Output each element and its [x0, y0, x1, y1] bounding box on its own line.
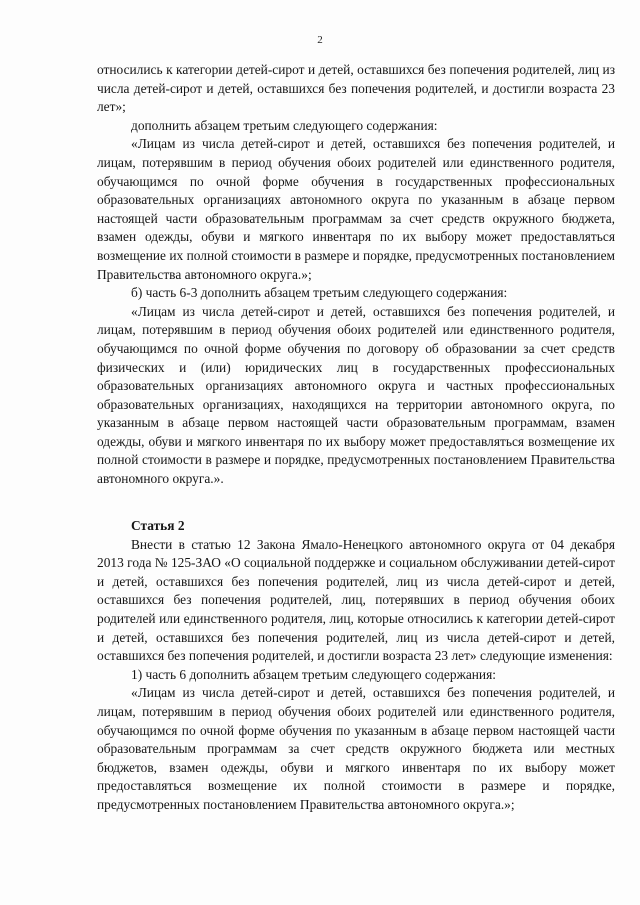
paragraph-part-6-3-quote: «Лицам из числа детей-сирот и детей, оставшихся без попечения родителей, и лицам, потерявшим в период обучения обоих родителей или единственного родителя, обучающимся по очной форме обучения по договору об образовании за счет средств физических и (или) юридических лиц в государственных профессиональных образовательных организациях автономного округа и частных профессиональных образовательных организациях, находящихся на территории автономного округа, по указанным в абзаце первом настоящей части образовательным программам, взамен одежды, обуви и мягкого инвентаря по их выбору может предоставляться возмещение их полной стоимости в размере и порядке, предусмотренных постановлением Правительства автономного округа.». — [97, 303, 615, 487]
paragraph-part-6-quote: «Лицам из числа детей-сирот и детей, оставшихся без попечения родителей, и лицам, потерявшим в период обучения обоих родителей или единственного родителя, обучающимся по очной форме обучения по указанным в абзаце первом настоящей части образовательным программам за счет средств окружного бюджета или местных бюджетов, взамен одежды, обуви и мягкого инвентаря по их выбору может предоставляться возмещение их полной стоимости в размере и порядке, предусмотренных постановлением Правительства автономного округа.»; — [97, 685, 615, 812]
page-number: 2 — [317, 34, 323, 46]
article-heading: Статья 2 — [131, 518, 185, 533]
paragraph-amendment-intro: дополнить абзацем третьим следующего содержания: — [131, 117, 438, 133]
paragraph-article-2-body: Внести в статью 12 Закона Ямало-Ненецкого автономного округа от 04 декабря 2013 года № 125-ЗАО «О социальной поддержке и социальном обслуживании детей-сирот и детей, оставшихся без попечения родителей, лиц из числа детей-сирот и детей, оставшихся без попечения родителей, лиц, потерявших в период обучения обоих родителей или единственного родителя, лиц, которые относились к категории детей-сирот и детей, оставшихся без попечения родителей, лиц из числа детей-сирот и детей, оставшихся без попечения родителей, и достигли возраста 23 лет» следующие изменения: — [97, 536, 615, 664]
paragraph-part-6-3-intro: б) часть 6-3 дополнить абзацем третьим следующего содержания: — [131, 285, 508, 301]
section-continuation — [97, 61, 615, 489]
paragraph-continuation: относились к категории детей-сирот и детей, оставшихся без попечения родителей, лиц из числа детей-сирот и детей, оставшихся без попечения родителей, и достигли возраста 23 лет»; — [97, 62, 615, 115]
paragraph-part-6-intro: 1) часть 6 дополнить абзацем третьим следующего содержания: — [131, 666, 496, 682]
section-article-2 — [97, 517, 615, 815]
paragraph-amendment-quote: «Лицам из числа детей-сирот и детей, оставшихся без попечения родителей, и лицам, потерявшим в период обучения обоих родителей или единственного родителя, обучающимся по очной форме обучения в государственных профессиональных образовательных организациях автономного округа по указанным в абзаце первом настоящей части образовательным программам за счет средств окружного бюджета, взамен одежды, обуви и мягкого инвентаря по их выбору может предоставляться возмещение их полной стоимости в размере и порядке, предусмотренных постановлением Правительства автономного округа.»; — [97, 136, 615, 282]
